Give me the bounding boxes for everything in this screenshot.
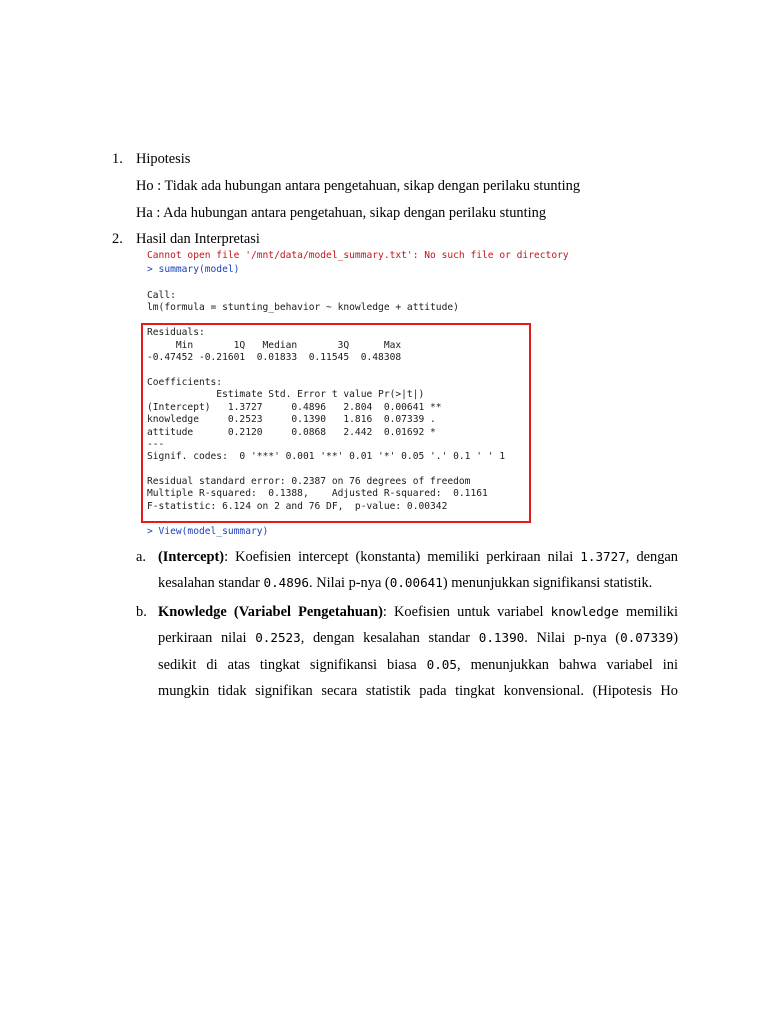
console-coefficients-label: Coefficients: (147, 377, 223, 388)
text-span: : Koefisien intercept (konstanta) memiliki perkiraan nilai (224, 549, 581, 565)
console-r-squared: Multiple R-squared: 0.1388, Adjusted R-squared: 0.1161 (147, 488, 494, 499)
console-error-line: Cannot open file '/mnt/data/model_summary.txt': No such file or directory (147, 250, 569, 261)
r-console-screenshot (140, 250, 610, 542)
sub-letter-a: a. (136, 549, 146, 565)
hypothesis-ho: Ho : Tidak ada hubungan antara pengetahuan, sikap dengan perilaku stunting (136, 178, 581, 194)
value-alpha: 0.05 (426, 656, 457, 672)
text-span: sedikit di atas tingkat signifikansi biasa (158, 656, 427, 673)
console-call-label: Call: (147, 290, 176, 301)
console-coef-row-knowledge: knowledge 0.2523 0.1390 1.816 0.07339 . (147, 414, 442, 425)
hypothesis-ha: Ha : Ada hubungan antara pengetahuan, sikap dengan perilaku stunting (136, 205, 547, 221)
text-span: ) menunjukkan signifikansi statistik. (442, 575, 653, 592)
term-intercept: (Intercept) (158, 549, 225, 565)
heading-hasil: Hasil dan Interpretasi (136, 231, 260, 247)
console-cmd-view: > View(model_summary) (147, 526, 269, 537)
console-separator: --- (147, 439, 165, 450)
text-span: . Nilai p-nya ( (524, 630, 621, 647)
paragraph-line (158, 625, 678, 651)
console-coef-row-intercept: (Intercept) 1.3727 0.4896 2.804 0.00641 ** (147, 402, 442, 413)
value-p: 0.00641 (389, 575, 443, 591)
text-span: perkiraan nilai (158, 630, 256, 647)
paragraph-line (158, 599, 678, 625)
text-span: : Koefisien untuk variabel (382, 604, 551, 620)
console-residuals-values: -0.47452 -0.21601 0.01833 0.11545 0.48308 (147, 352, 407, 363)
paragraph-line (158, 652, 678, 678)
console-f-statistic: F-statistic: 6.124 on 2 and 76 DF, p-value: 0.00342 (147, 501, 448, 512)
text-span: kesalahan standar (158, 575, 264, 592)
term-knowledge: Knowledge (Variabel Pengetahuan) (158, 604, 383, 620)
console-call-formula: lm(formula = stunting_behavior ~ knowledge + attitude) (147, 302, 459, 313)
text-span: . Nilai p-nya ( (309, 575, 390, 592)
text-span: memiliki (618, 604, 678, 620)
console-residuals-label: Residuals: (147, 327, 205, 338)
text-span: , menunjukkan bahwa variabel ini (456, 656, 678, 673)
console-residual-se: Residual standard error: 0.2387 on 76 degrees of freedom (147, 476, 471, 487)
console-coef-row-attitude: attitude 0.2120 0.0868 2.442 0.01692 * (147, 427, 442, 438)
text-span: , dengan kesalahan standar (300, 630, 479, 647)
value-std-error: 0.4896 (263, 575, 309, 591)
value-variable: knowledge (550, 604, 619, 619)
paragraph-line (158, 544, 678, 570)
text-span: , dengan (625, 549, 678, 565)
console-cmd-summary: > summary(model) (147, 264, 240, 275)
value-std-error: 0.1390 (478, 630, 525, 646)
console-signif-codes: Signif. codes: 0 '***' 0.001 '**' 0.01 '*' 0.05 '.' 0.1 ' ' 1 (147, 451, 506, 462)
paragraph-line (158, 678, 678, 704)
console-residuals-header: Min 1Q Median 3Q Max (147, 340, 407, 351)
list-number-1: 1. (112, 151, 123, 167)
value-estimate: 1.3727 (580, 549, 626, 564)
text-span: mungkin tidak signifikan secara statistik pada tingkat konvensional. (Hipotesis Ho (158, 683, 678, 700)
heading-hipotesis: Hipotesis (136, 151, 191, 167)
paragraph-knowledge (158, 599, 678, 705)
sub-letter-b: b. (136, 604, 147, 620)
value-estimate: 0.2523 (255, 630, 301, 646)
value-p: 0.07339 (620, 630, 674, 646)
paragraph-line (158, 570, 678, 596)
list-number-2: 2. (112, 231, 123, 247)
text-span: ) (673, 630, 678, 647)
paragraph-intercept (158, 544, 678, 597)
console-coef-header: Estimate Std. Error t value Pr(>|t|) (147, 389, 442, 400)
